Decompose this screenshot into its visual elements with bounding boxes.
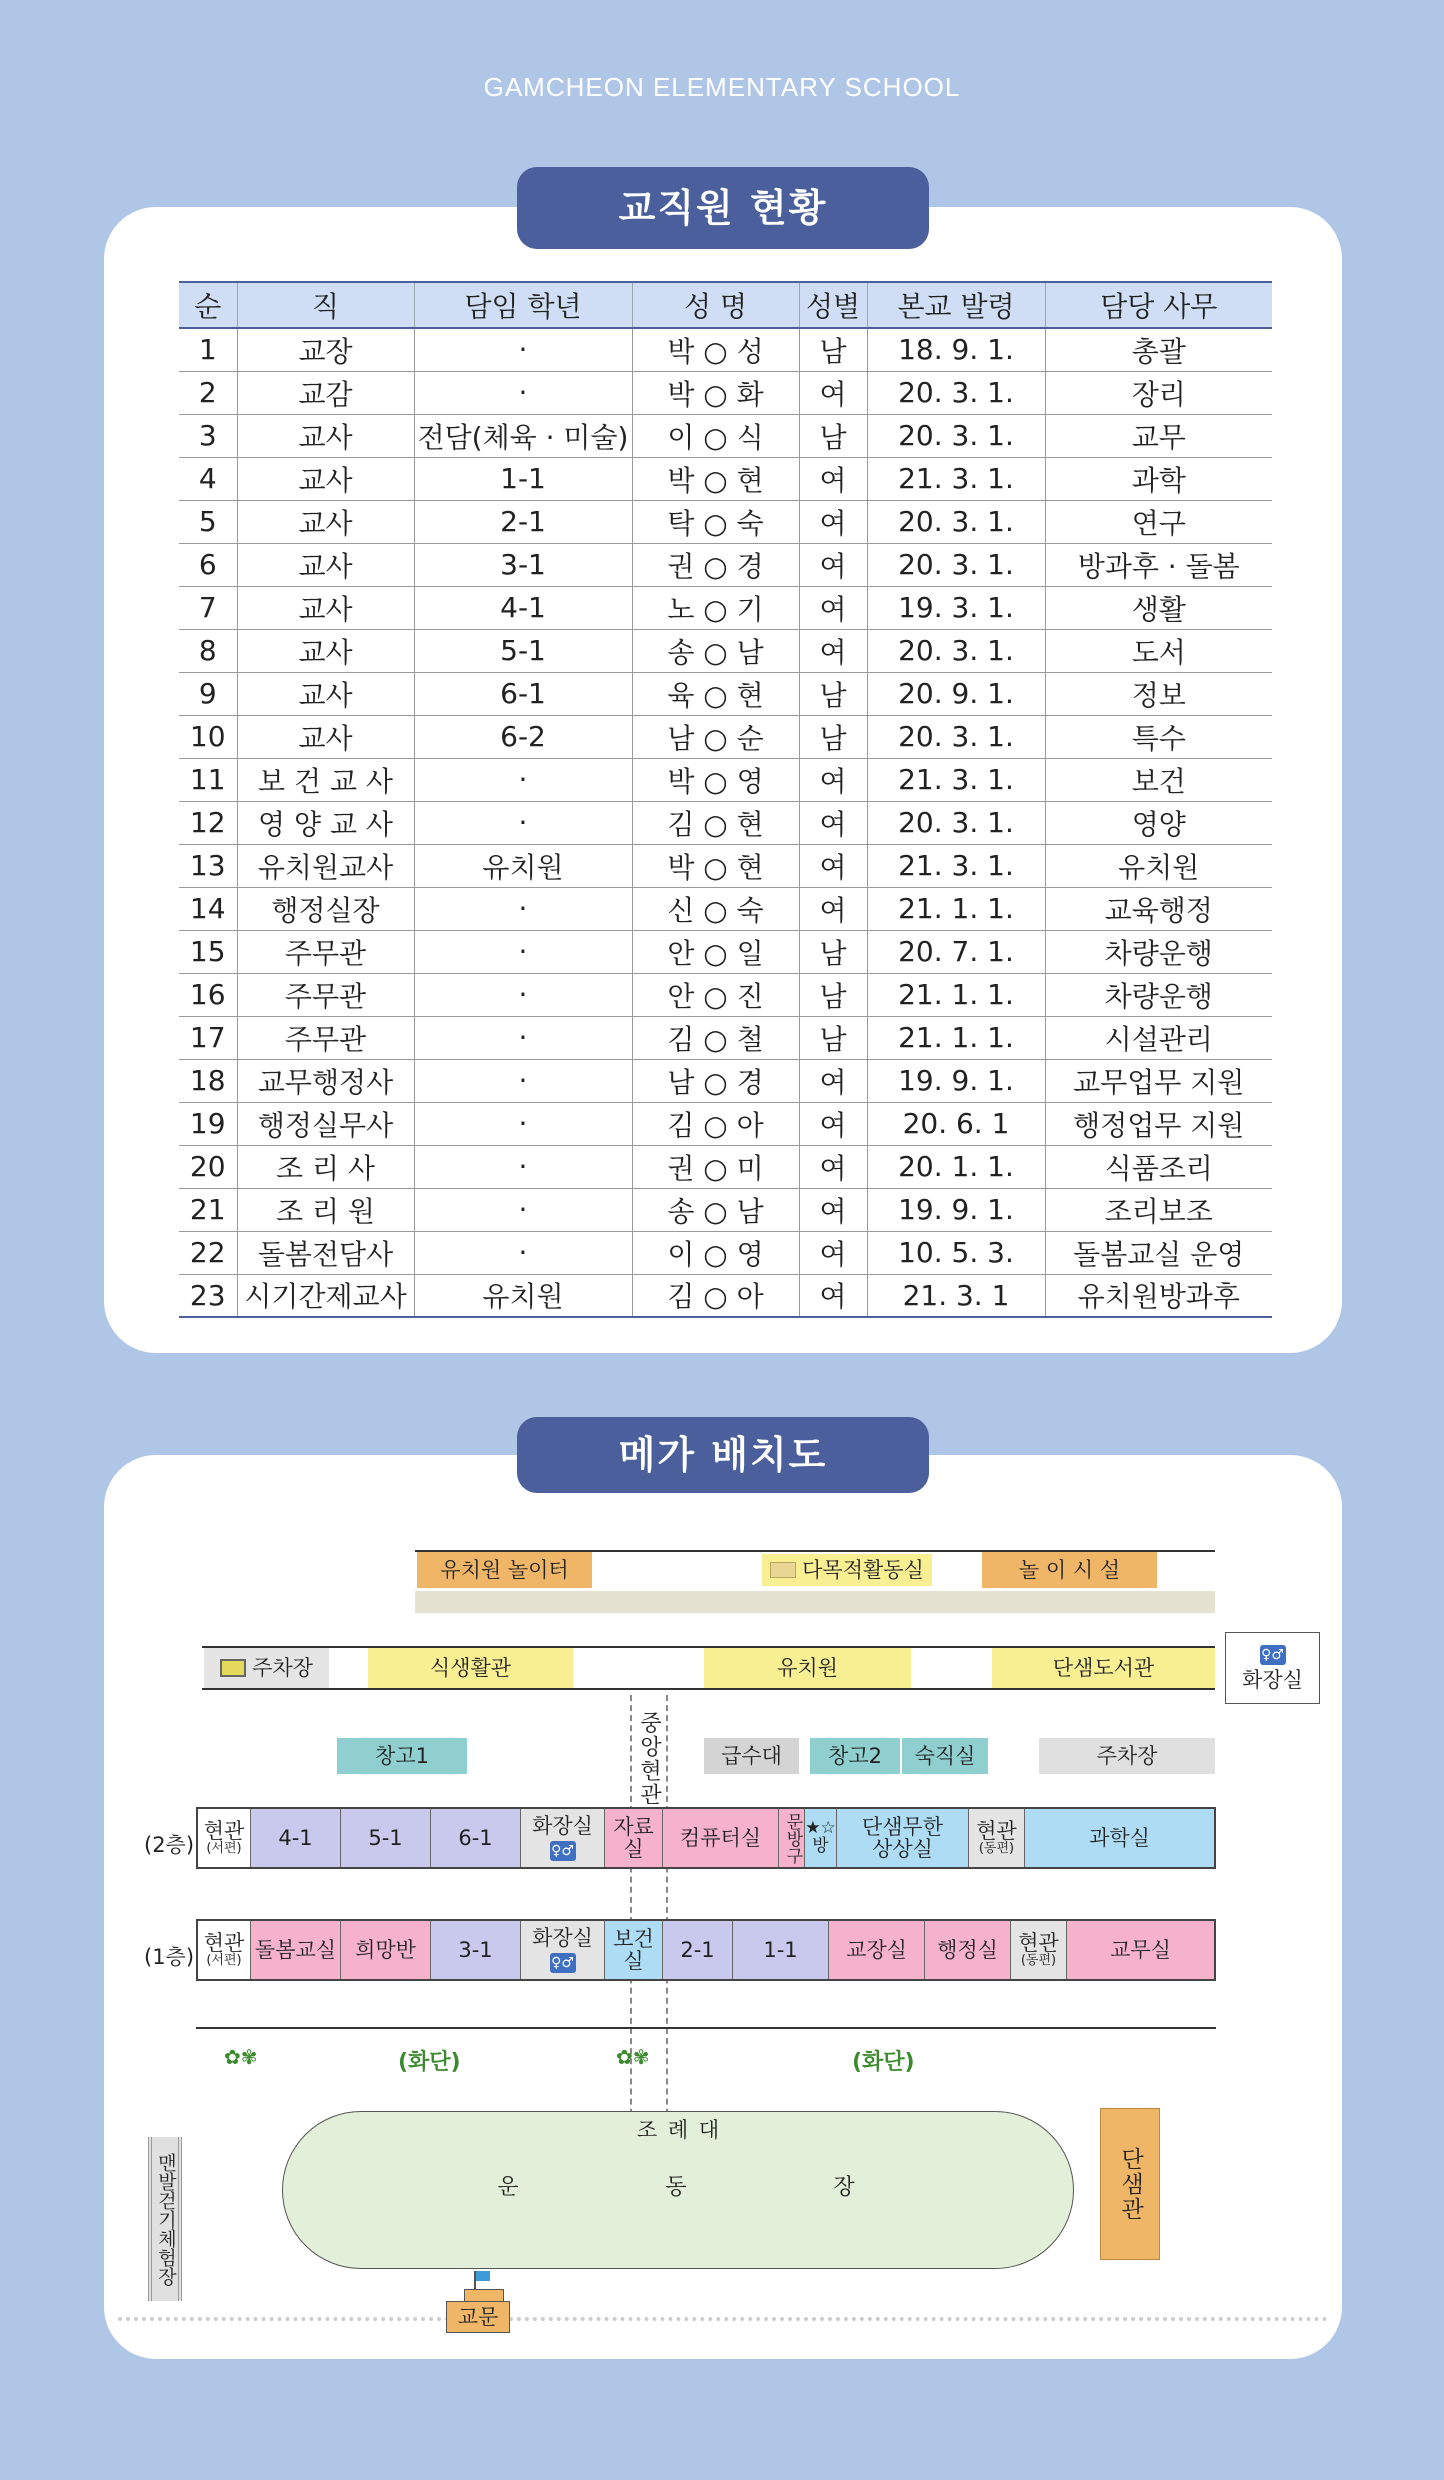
table-cell: 권 ○ 미 <box>632 1145 799 1188</box>
table-cell: 20. 3. 1. <box>867 543 1045 586</box>
column-header: 직 <box>237 282 414 328</box>
table-cell: 16 <box>179 973 237 1016</box>
table-cell: 여 <box>799 1059 867 1102</box>
table-cell: 주무관 <box>237 973 414 1016</box>
table-cell: 김 ○ 아 <box>632 1102 799 1145</box>
table-cell: 방과후 · 돌봄 <box>1045 543 1272 586</box>
table-cell: 8 <box>179 629 237 672</box>
table-cell: 교장 <box>237 328 414 371</box>
table-cell: 여 <box>799 371 867 414</box>
table-cell: 돌봄교실 운영 <box>1045 1231 1272 1274</box>
staff-card <box>104 207 1342 1353</box>
table-cell: 20. 3. 1. <box>867 801 1045 844</box>
star-room: ★☆ 방 <box>804 1809 836 1867</box>
book-icon <box>770 1562 796 1578</box>
kinder-playground: 유치원 놀이터 <box>417 1552 592 1588</box>
table-row <box>179 758 1272 801</box>
table-cell: 21. 1. 1. <box>867 973 1045 1016</box>
table-row <box>179 887 1272 930</box>
table-cell: 권 ○ 경 <box>632 543 799 586</box>
table-cell: 교사 <box>237 672 414 715</box>
science-room: 과학실 <box>1024 1809 1214 1867</box>
field-label-1: 운 <box>497 2175 519 2201</box>
table-row <box>179 973 1272 1016</box>
table-cell: 이 ○ 영 <box>632 1231 799 1274</box>
column-header: 성 명 <box>632 282 799 328</box>
column-header: 성별 <box>799 282 867 328</box>
table-cell: 보 건 교 사 <box>237 758 414 801</box>
table-cell: 19. 9. 1. <box>867 1059 1045 1102</box>
restroom-icon: ♀♂ <box>551 1842 574 1859</box>
column-header: 본교 발령 <box>867 282 1045 328</box>
table-cell: 박 ○ 영 <box>632 758 799 801</box>
table-cell: 2-1 <box>414 500 632 543</box>
table-cell: 14 <box>179 887 237 930</box>
hope-class: 희망반 <box>340 1921 430 1979</box>
table-cell: 20. 6. 1 <box>867 1102 1045 1145</box>
table-cell: 식품조리 <box>1045 1145 1272 1188</box>
table-cell: 조 리 원 <box>237 1188 414 1231</box>
health-room: 보건실 <box>604 1921 662 1979</box>
table-cell: 21 <box>179 1188 237 1231</box>
table-cell: 돌봄전담사 <box>237 1231 414 1274</box>
table-cell: 도서 <box>1045 629 1272 672</box>
table-cell: 박 ○ 화 <box>632 371 799 414</box>
table-cell: 이 ○ 식 <box>632 414 799 457</box>
table-cell: 18. 9. 1. <box>867 328 1045 371</box>
table-cell: 육 ○ 현 <box>632 672 799 715</box>
bus-icon <box>220 1659 246 1677</box>
table-cell: 과학 <box>1045 457 1272 500</box>
table-cell: 교사 <box>237 543 414 586</box>
table-row <box>179 844 1272 887</box>
table-cell: · <box>414 371 632 414</box>
table-cell: 박 ○ 현 <box>632 844 799 887</box>
table-cell: 총괄 <box>1045 328 1272 371</box>
garden-2: (화단) <box>852 2050 915 2075</box>
table-cell: 여 <box>799 1231 867 1274</box>
table-cell: · <box>414 1016 632 1059</box>
top-strip <box>415 1591 1215 1613</box>
table-cell: 교사 <box>237 629 414 672</box>
column-header: 순 <box>179 282 237 328</box>
field-label-2: 동 <box>665 2175 687 2201</box>
room-1-1: 1-1 <box>732 1921 828 1979</box>
table-cell: 여 <box>799 586 867 629</box>
table-row <box>179 1188 1272 1231</box>
table-cell: 10 <box>179 715 237 758</box>
table-cell: 교육행정 <box>1045 887 1272 930</box>
library: 단샘도서관 <box>992 1648 1215 1688</box>
table-row <box>179 1016 1272 1059</box>
resource-room: 자료실 <box>604 1809 662 1867</box>
table-cell: 박 ○ 현 <box>632 457 799 500</box>
table-cell: · <box>414 1145 632 1188</box>
table-cell: 남 ○ 순 <box>632 715 799 758</box>
table-row <box>179 1059 1272 1102</box>
table-cell: 김 ○ 철 <box>632 1016 799 1059</box>
table-cell: 20. 3. 1. <box>867 500 1045 543</box>
table-cell: 연구 <box>1045 500 1272 543</box>
table-cell: 안 ○ 진 <box>632 973 799 1016</box>
table-cell: 21. 3. 1. <box>867 844 1045 887</box>
table-cell: 남 <box>799 930 867 973</box>
table-cell: · <box>414 1188 632 1231</box>
table-cell: 주무관 <box>237 930 414 973</box>
field-label-3: 장 <box>833 2175 855 2201</box>
room-6-1: 6-1 <box>430 1809 520 1867</box>
barefoot-walk: 맨발걷기체험장 <box>148 2137 182 2301</box>
east-entrance-1: 현관 (동편) <box>1010 1921 1066 1979</box>
table-row <box>179 543 1272 586</box>
room-2-1: 2-1 <box>662 1921 732 1979</box>
gym: 단샘관 <box>1100 2108 1160 2260</box>
principal-office: 교장실 <box>828 1921 924 1979</box>
table-cell: 19. 3. 1. <box>867 586 1045 629</box>
table-cell: 3 <box>179 414 237 457</box>
restroom-icon: ♀♂ <box>1261 1646 1284 1663</box>
table-row <box>179 328 1272 371</box>
table-cell: 20. 3. 1. <box>867 629 1045 672</box>
table-cell: 시기간제교사 <box>237 1274 414 1317</box>
table-cell: 남 <box>799 414 867 457</box>
table-cell: 1-1 <box>414 457 632 500</box>
table-cell: 남 <box>799 328 867 371</box>
table-cell: 22 <box>179 1231 237 1274</box>
table-cell: 유치원 <box>1045 844 1272 887</box>
table-row <box>179 414 1272 457</box>
room-5-1: 5-1 <box>340 1809 430 1867</box>
column-header: 담임 학년 <box>414 282 632 328</box>
table-row <box>179 457 1272 500</box>
staff-table <box>179 281 1272 1318</box>
table-cell: 영양 <box>1045 801 1272 844</box>
table-cell: 남 <box>799 1016 867 1059</box>
staff-title: 교직원 현황 <box>517 167 929 249</box>
play-facility: 놀 이 시 설 <box>982 1552 1157 1588</box>
table-row <box>179 1274 1272 1317</box>
table-cell: 시설관리 <box>1045 1016 1272 1059</box>
floor-1 <box>196 1919 1216 1981</box>
table-cell: 여 <box>799 887 867 930</box>
table-cell: 여 <box>799 1188 867 1231</box>
restroom-2: 화장실 ♀♂ <box>520 1809 604 1867</box>
table-cell: 행정업무 지원 <box>1045 1102 1272 1145</box>
fence <box>118 2317 1328 2321</box>
table-cell: 김 ○ 아 <box>632 1274 799 1317</box>
restroom-icon: ♀♂ <box>551 1954 574 1971</box>
table-cell: 여 <box>799 844 867 887</box>
table-cell: 조리보조 <box>1045 1188 1272 1231</box>
table-cell: 21. 3. 1. <box>867 457 1045 500</box>
table-cell: · <box>414 1059 632 1102</box>
table-cell: 차량운행 <box>1045 930 1272 973</box>
table-cell: 20. 7. 1. <box>867 930 1045 973</box>
table-cell: 5-1 <box>414 629 632 672</box>
table-cell: · <box>414 930 632 973</box>
column-header: 담당 사무 <box>1045 282 1272 328</box>
table-row <box>179 1145 1272 1188</box>
table-cell: 행정실장 <box>237 887 414 930</box>
floor-2-label: (2층) <box>144 1833 195 1857</box>
table-row <box>179 715 1272 758</box>
room-3-1: 3-1 <box>430 1921 520 1979</box>
table-cell: 20 <box>179 1145 237 1188</box>
table-cell: 영 양 교 사 <box>237 801 414 844</box>
admin-office: 행정실 <box>924 1921 1010 1979</box>
table-cell: 남 <box>799 973 867 1016</box>
table-cell: 17 <box>179 1016 237 1059</box>
table-cell: 6-1 <box>414 672 632 715</box>
table-cell: 여 <box>799 543 867 586</box>
table-cell: 10. 5. 3. <box>867 1231 1045 1274</box>
imagination-room: 단샘무한 상상실 <box>836 1809 968 1867</box>
table-cell: · <box>414 973 632 1016</box>
floor-2 <box>196 1807 1216 1869</box>
map-title: 메가 배치도 <box>517 1417 929 1493</box>
table-row <box>179 1231 1272 1274</box>
table-cell: 20. 3. 1. <box>867 414 1045 457</box>
parking-2: 주차장 <box>1039 1738 1215 1774</box>
table-cell: 21. 3. 1 <box>867 1274 1045 1317</box>
table-cell: 5 <box>179 500 237 543</box>
parking-1: 주차장 <box>204 1648 329 1688</box>
floor-1-label: (1층) <box>144 1945 195 1969</box>
table-cell: 20. 3. 1. <box>867 715 1045 758</box>
table-cell: 생활 <box>1045 586 1272 629</box>
table-cell: 2 <box>179 371 237 414</box>
table-cell: 21. 1. 1. <box>867 1016 1045 1059</box>
restroom-outside: ♀♂ 화장실 <box>1225 1632 1320 1704</box>
table-cell: 교사 <box>237 457 414 500</box>
table-cell: 교무 <box>1045 414 1272 457</box>
table-cell: 송 ○ 남 <box>632 1188 799 1231</box>
table-cell: 교사 <box>237 500 414 543</box>
school-name: GAMCHEON ELEMENTARY SCHOOL <box>483 72 961 102</box>
table-row <box>179 629 1272 672</box>
map-card <box>104 1455 1342 2359</box>
cafeteria: 식생활관 <box>368 1648 573 1688</box>
table-cell: 21. 3. 1. <box>867 758 1045 801</box>
table-cell: 정보 <box>1045 672 1272 715</box>
table-cell: 19. 9. 1. <box>867 1188 1045 1231</box>
table-cell: 20. 3. 1. <box>867 371 1045 414</box>
table-cell: · <box>414 801 632 844</box>
table-cell: 김 ○ 현 <box>632 801 799 844</box>
table-cell: 19 <box>179 1102 237 1145</box>
table-row <box>179 586 1272 629</box>
table-cell: 행정실무사 <box>237 1102 414 1145</box>
table-cell: 6 <box>179 543 237 586</box>
teachers-office: 교무실 <box>1066 1921 1214 1979</box>
table-cell: 15 <box>179 930 237 973</box>
west-entrance-2: 현관 (서편) <box>198 1809 250 1867</box>
table-cell: 조 리 사 <box>237 1145 414 1188</box>
table-cell: 남 <box>799 715 867 758</box>
table-cell: 1 <box>179 328 237 371</box>
table-cell: 특수 <box>1045 715 1272 758</box>
table-cell: 13 <box>179 844 237 887</box>
table-cell: 3-1 <box>414 543 632 586</box>
table-cell: 송 ○ 남 <box>632 629 799 672</box>
computer-room: 컴퓨터실 <box>662 1809 778 1867</box>
table-cell: 교무업무 지원 <box>1045 1059 1272 1102</box>
table-cell: 교무행정사 <box>237 1059 414 1102</box>
table-cell: 전담(체육 · 미술) <box>414 414 632 457</box>
table-cell: 여 <box>799 500 867 543</box>
water-fountain: 급수대 <box>704 1738 799 1774</box>
table-cell: 남 <box>799 672 867 715</box>
table-cell: · <box>414 887 632 930</box>
east-entrance-2: 현관 (동편) <box>968 1809 1024 1867</box>
table-cell: 차량운행 <box>1045 973 1272 1016</box>
table-cell: 박 ○ 성 <box>632 328 799 371</box>
podium: 조 례 대 <box>636 2117 722 2142</box>
table-row <box>179 500 1272 543</box>
table-cell: 12 <box>179 801 237 844</box>
table-cell: 노 ○ 기 <box>632 586 799 629</box>
table-cell: 18 <box>179 1059 237 1102</box>
table-row <box>179 672 1272 715</box>
plant-icon: ✿✾ <box>224 2045 258 2069</box>
table-cell: 4 <box>179 457 237 500</box>
care-room: 돌봄교실 <box>250 1921 340 1979</box>
table-cell: 7 <box>179 586 237 629</box>
storage-1: 창고1 <box>337 1738 467 1774</box>
night-duty-room: 숙직실 <box>902 1738 988 1774</box>
table-cell: 6-2 <box>414 715 632 758</box>
garden-1: (화단) <box>398 2050 461 2075</box>
table-cell: 20. 1. 1. <box>867 1145 1045 1188</box>
table-cell: · <box>414 1102 632 1145</box>
table-cell: 남 ○ 경 <box>632 1059 799 1102</box>
school-gate: 교문 <box>446 2301 510 2333</box>
table-cell: 안 ○ 일 <box>632 930 799 973</box>
table-cell: 21. 1. 1. <box>867 887 1045 930</box>
table-cell: 탁 ○ 숙 <box>632 500 799 543</box>
table-cell: 여 <box>799 1145 867 1188</box>
table-cell: 20. 9. 1. <box>867 672 1045 715</box>
table-cell: 장리 <box>1045 371 1272 414</box>
table-cell: 4-1 <box>414 586 632 629</box>
table-row <box>179 1102 1272 1145</box>
table-cell: 여 <box>799 629 867 672</box>
table-cell: · <box>414 1231 632 1274</box>
table-cell: · <box>414 328 632 371</box>
kindergarten: 유치원 <box>704 1648 911 1688</box>
storage-2: 창고2 <box>810 1738 900 1774</box>
table-cell: 여 <box>799 801 867 844</box>
table-cell: 여 <box>799 1274 867 1317</box>
table-cell: 여 <box>799 457 867 500</box>
table-cell: 교감 <box>237 371 414 414</box>
table-cell: 여 <box>799 1102 867 1145</box>
table-cell: · <box>414 758 632 801</box>
table-cell: 11 <box>179 758 237 801</box>
table-cell: 유치원 <box>414 844 632 887</box>
table-cell: 교사 <box>237 586 414 629</box>
table-cell: 9 <box>179 672 237 715</box>
table-cell: 교사 <box>237 414 414 457</box>
table-cell: 23 <box>179 1274 237 1317</box>
plant-icon: ✿✾ <box>616 2045 650 2069</box>
school-map <box>104 1455 1342 2359</box>
table-cell: 여 <box>799 758 867 801</box>
table-cell: 유치원 <box>414 1274 632 1317</box>
central-hall: 중앙현관 <box>636 1711 662 1807</box>
room-4-1: 4-1 <box>250 1809 340 1867</box>
stationery: 문방구 <box>778 1809 804 1867</box>
table-row <box>179 371 1272 414</box>
west-entrance-1: 현관 (서편) <box>198 1921 250 1979</box>
multipurpose-room: 다목적활동실 <box>762 1554 932 1586</box>
restroom-1: 화장실 ♀♂ <box>520 1921 604 1979</box>
table-cell: 유치원방과후 <box>1045 1274 1272 1317</box>
table-cell: 신 ○ 숙 <box>632 887 799 930</box>
table-row <box>179 930 1272 973</box>
table-cell: 유치원교사 <box>237 844 414 887</box>
table-row <box>179 801 1272 844</box>
table-cell: 주무관 <box>237 1016 414 1059</box>
table-cell: 보건 <box>1045 758 1272 801</box>
table-cell: 교사 <box>237 715 414 758</box>
flag-icon <box>476 2271 490 2281</box>
